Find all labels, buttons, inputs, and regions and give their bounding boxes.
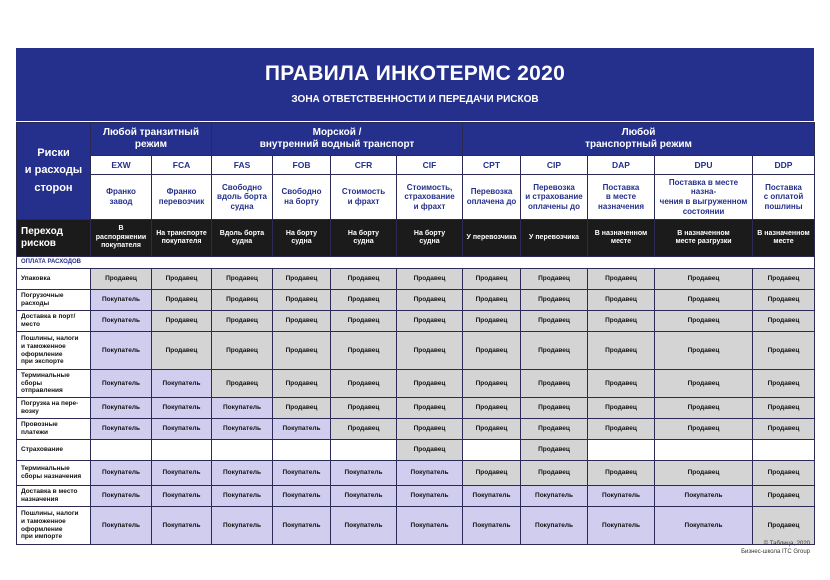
row-label: Пошлины, налоги и таможенное оформление при импорте	[17, 507, 91, 545]
responsibility-cell: Продавец	[655, 461, 753, 486]
row-label: Терминальные сборы назначения	[17, 461, 91, 486]
responsibility-cell: Продавец	[521, 398, 588, 419]
term-name-row	[17, 175, 815, 220]
group-header: Любой транзитный режим	[91, 123, 212, 156]
responsibility-cell: Продавец	[152, 290, 212, 311]
term-code: EXW	[91, 156, 152, 175]
responsibility-cell: Покупатель	[463, 507, 521, 545]
responsibility-cell: Покупатель	[212, 461, 273, 486]
table-row	[17, 461, 815, 486]
responsibility-cell: Продавец	[273, 332, 331, 370]
responsibility-cell: Покупатель	[152, 370, 212, 398]
responsibility-cell: Продавец	[521, 311, 588, 332]
responsibility-cell: Покупатель	[91, 419, 152, 440]
responsibility-cell: Продавец	[397, 269, 463, 290]
row-label: Погрузочные расходы	[17, 290, 91, 311]
responsibility-cell: Продавец	[91, 269, 152, 290]
responsibility-cell: Продавец	[753, 486, 815, 507]
responsibility-cell: Продавец	[588, 269, 655, 290]
responsibility-cell: Продавец	[397, 332, 463, 370]
responsibility-cell: Покупатель	[212, 419, 273, 440]
responsibility-cell: Продавец	[753, 269, 815, 290]
responsibility-cell: Покупатель	[588, 486, 655, 507]
group-header: Любой транспортный режим	[463, 123, 815, 156]
responsibility-cell: Покупатель	[397, 486, 463, 507]
responsibility-cell: Продавец	[521, 370, 588, 398]
risk-transfer-point: В назначенном месте разгрузки	[655, 220, 753, 257]
responsibility-cell: Продавец	[521, 332, 588, 370]
responsibility-cell: Продавец	[753, 419, 815, 440]
row-label: Доставка в место назначения	[17, 486, 91, 507]
responsibility-cell	[463, 440, 521, 461]
responsibility-cell: Продавец	[521, 440, 588, 461]
corner-label: Риски и расходы сторон	[17, 123, 91, 220]
responsibility-cell	[212, 440, 273, 461]
responsibility-cell: Продавец	[521, 290, 588, 311]
responsibility-cell: Продавец	[273, 311, 331, 332]
row-label: Пошлины, налоги и таможенное оформление при экспорте	[17, 332, 91, 370]
responsibility-cell: Покупатель	[331, 507, 397, 545]
responsibility-cell: Покупатель	[91, 311, 152, 332]
responsibility-cell: Продавец	[588, 290, 655, 311]
responsibility-cell: Продавец	[753, 311, 815, 332]
term-name: Свободно вдоль борта судна	[212, 175, 273, 220]
row-label: Доставка в порт/ место	[17, 311, 91, 332]
responsibility-cell: Покупатель	[91, 398, 152, 419]
responsibility-cell: Покупатель	[397, 507, 463, 545]
responsibility-cell: Покупатель	[521, 486, 588, 507]
responsibility-cell: Продавец	[331, 332, 397, 370]
responsibility-cell: Продавец	[331, 419, 397, 440]
responsibility-cell: Продавец	[655, 311, 753, 332]
responsibility-cell: Продавец	[273, 370, 331, 398]
responsibility-cell: Продавец	[655, 332, 753, 370]
risk-transfer-point: На борту судна	[397, 220, 463, 257]
table-row	[17, 419, 815, 440]
responsibility-cell: Продавец	[331, 290, 397, 311]
responsibility-cell: Продавец	[588, 332, 655, 370]
responsibility-cell: Покупатель	[397, 461, 463, 486]
responsibility-cell: Покупатель	[212, 486, 273, 507]
term-code: CIF	[397, 156, 463, 175]
responsibility-cell: Продавец	[521, 461, 588, 486]
responsibility-cell: Продавец	[655, 290, 753, 311]
responsibility-cell: Покупатель	[521, 507, 588, 545]
responsibility-cell: Продавец	[273, 398, 331, 419]
table-row	[17, 332, 815, 370]
responsibility-cell: Продавец	[521, 269, 588, 290]
responsibility-cell: Покупатель	[273, 419, 331, 440]
responsibility-cell: Продавец	[753, 398, 815, 419]
responsibility-cell: Продавец	[753, 461, 815, 486]
term-code-row	[17, 156, 815, 175]
responsibility-cell: Продавец	[212, 290, 273, 311]
table-row	[17, 290, 815, 311]
risk-transfer-point: У перевозчика	[521, 220, 588, 257]
responsibility-cell: Покупатель	[655, 507, 753, 545]
responsibility-cell: Продавец	[655, 370, 753, 398]
responsibility-cell: Покупатель	[91, 290, 152, 311]
responsibility-cell: Покупатель	[91, 486, 152, 507]
responsibility-cell: Продавец	[588, 461, 655, 486]
responsibility-cell	[588, 440, 655, 461]
row-label: Терминальные сборы отправления	[17, 370, 91, 398]
responsibility-cell: Покупатель	[331, 461, 397, 486]
responsibility-cell: Покупатель	[273, 507, 331, 545]
responsibility-cell: Продавец	[152, 332, 212, 370]
responsibility-cell: Покупатель	[91, 507, 152, 545]
responsibility-cell: Продавец	[463, 290, 521, 311]
responsibility-cell: Продавец	[397, 370, 463, 398]
expenses-label: ОПЛАТА РАСХОДОВ	[17, 257, 815, 269]
term-name: Стоимость и фрахт	[331, 175, 397, 220]
responsibility-cell: Продавец	[655, 398, 753, 419]
responsibility-cell: Покупатель	[463, 486, 521, 507]
group-header-row	[17, 123, 815, 156]
risk-transfer-point: У перевозчика	[463, 220, 521, 257]
responsibility-cell: Продавец	[753, 507, 815, 545]
term-name: Поставка в месте назначения	[588, 175, 655, 220]
responsibility-cell	[152, 440, 212, 461]
responsibility-cell	[655, 440, 753, 461]
row-label: Упаковка	[17, 269, 91, 290]
responsibility-cell: Покупатель	[273, 461, 331, 486]
responsibility-cell	[273, 440, 331, 461]
term-name: Стоимость, страхование и фрахт	[397, 175, 463, 220]
responsibility-cell: Продавец	[397, 290, 463, 311]
responsibility-cell: Продавец	[753, 290, 815, 311]
responsibility-cell: Покупатель	[91, 332, 152, 370]
title-banner	[16, 48, 814, 121]
responsibility-cell: Покупатель	[152, 419, 212, 440]
term-name: Поставка в месте назна- чения в выгруженном состоянии	[655, 175, 753, 220]
term-name: Поставка с оплатой пошлины	[753, 175, 815, 220]
responsibility-cell: Продавец	[273, 269, 331, 290]
responsibility-cell: Покупатель	[152, 507, 212, 545]
expenses-row	[17, 257, 815, 269]
responsibility-cell: Продавец	[753, 332, 815, 370]
footer-copyright: © Таблица, 2020	[763, 541, 810, 547]
risk-transfer-point: На транспорте покупателя	[152, 220, 212, 257]
responsibility-cell: Продавец	[463, 269, 521, 290]
risk-transfer-point: В назначенном месте	[753, 220, 815, 257]
table-row	[17, 507, 815, 545]
responsibility-cell: Продавец	[588, 370, 655, 398]
responsibility-cell: Продавец	[463, 419, 521, 440]
responsibility-cell: Продавец	[212, 269, 273, 290]
risk-transfer-point: В назначенном месте	[588, 220, 655, 257]
page-title: ПРАВИЛА ИНКОТЕРМС 2020	[264, 62, 566, 85]
responsibility-cell: Покупатель	[212, 507, 273, 545]
responsibility-cell	[331, 440, 397, 461]
group-header: Морской / внутренний водный транспорт	[212, 123, 463, 156]
responsibility-cell: Продавец	[273, 290, 331, 311]
responsibility-cell: Покупатель	[655, 486, 753, 507]
table-row	[17, 370, 815, 398]
responsibility-cell	[753, 440, 815, 461]
page-subtitle: ЗОНА ОТВЕТСТВЕННОСТИ И ПЕРЕДАЧИ РИСКОВ	[291, 94, 539, 105]
risk-transfer-point: На борту судна	[273, 220, 331, 257]
responsibility-cell: Продавец	[655, 419, 753, 440]
table-row	[17, 486, 815, 507]
footer-source: Бизнес-школа ITC Group	[741, 549, 810, 555]
responsibility-cell: Продавец	[463, 311, 521, 332]
term-code: CIP	[521, 156, 588, 175]
row-label: Погрузка на пере- возку	[17, 398, 91, 419]
risk-transfer-label: Переход рисков	[17, 220, 91, 257]
term-code: FOB	[273, 156, 331, 175]
risk-transfer-row	[17, 220, 815, 257]
term-code: DDP	[753, 156, 815, 175]
row-label: Провозные платежи	[17, 419, 91, 440]
term-name: Перевозка и страхование оплачены до	[521, 175, 588, 220]
responsibility-cell: Продавец	[463, 398, 521, 419]
responsibility-cell: Покупатель	[152, 461, 212, 486]
responsibility-cell: Продавец	[397, 311, 463, 332]
responsibility-cell: Продавец	[212, 370, 273, 398]
row-label: Страхование	[17, 440, 91, 461]
responsibility-cell: Продавец	[753, 370, 815, 398]
responsibility-cell: Продавец	[655, 269, 753, 290]
term-code: DPU	[655, 156, 753, 175]
table-row	[17, 440, 815, 461]
responsibility-cell: Продавец	[397, 440, 463, 461]
responsibility-cell: Покупатель	[212, 398, 273, 419]
term-code: CPT	[463, 156, 521, 175]
responsibility-cell: Покупатель	[91, 461, 152, 486]
risk-transfer-point: В распоряжении покупателя	[91, 220, 152, 257]
responsibility-cell: Продавец	[463, 332, 521, 370]
term-code: FAS	[212, 156, 273, 175]
responsibility-cell: Покупатель	[152, 486, 212, 507]
responsibility-cell: Продавец	[588, 398, 655, 419]
table-row	[17, 398, 815, 419]
incoterms-table	[16, 122, 815, 545]
table-row	[17, 269, 815, 290]
table-row	[17, 311, 815, 332]
responsibility-cell: Продавец	[588, 311, 655, 332]
responsibility-cell: Продавец	[212, 332, 273, 370]
responsibility-cell: Продавец	[331, 269, 397, 290]
risk-transfer-point: Вдоль борта судна	[212, 220, 273, 257]
responsibility-cell: Покупатель	[273, 486, 331, 507]
responsibility-cell: Покупатель	[91, 370, 152, 398]
term-code: DAP	[588, 156, 655, 175]
term-code: CFR	[331, 156, 397, 175]
responsibility-cell: Продавец	[588, 419, 655, 440]
responsibility-cell: Продавец	[331, 370, 397, 398]
responsibility-cell: Покупатель	[588, 507, 655, 545]
risk-transfer-point: На борту судна	[331, 220, 397, 257]
responsibility-cell: Продавец	[331, 311, 397, 332]
term-name: Франко перевозчик	[152, 175, 212, 220]
responsibility-cell: Продавец	[521, 419, 588, 440]
term-code: FCA	[152, 156, 212, 175]
responsibility-cell: Продавец	[152, 311, 212, 332]
responsibility-cell: Продавец	[152, 269, 212, 290]
responsibility-cell	[91, 440, 152, 461]
responsibility-cell: Продавец	[463, 461, 521, 486]
responsibility-cell: Покупатель	[331, 486, 397, 507]
responsibility-cell: Продавец	[331, 398, 397, 419]
responsibility-cell: Продавец	[463, 370, 521, 398]
responsibility-cell: Продавец	[397, 398, 463, 419]
responsibility-cell: Покупатель	[152, 398, 212, 419]
term-name: Свободно на борту	[273, 175, 331, 220]
term-name: Франко завод	[91, 175, 152, 220]
responsibility-cell: Продавец	[212, 311, 273, 332]
responsibility-cell: Продавец	[397, 419, 463, 440]
term-name: Перевозка оплачена до	[463, 175, 521, 220]
